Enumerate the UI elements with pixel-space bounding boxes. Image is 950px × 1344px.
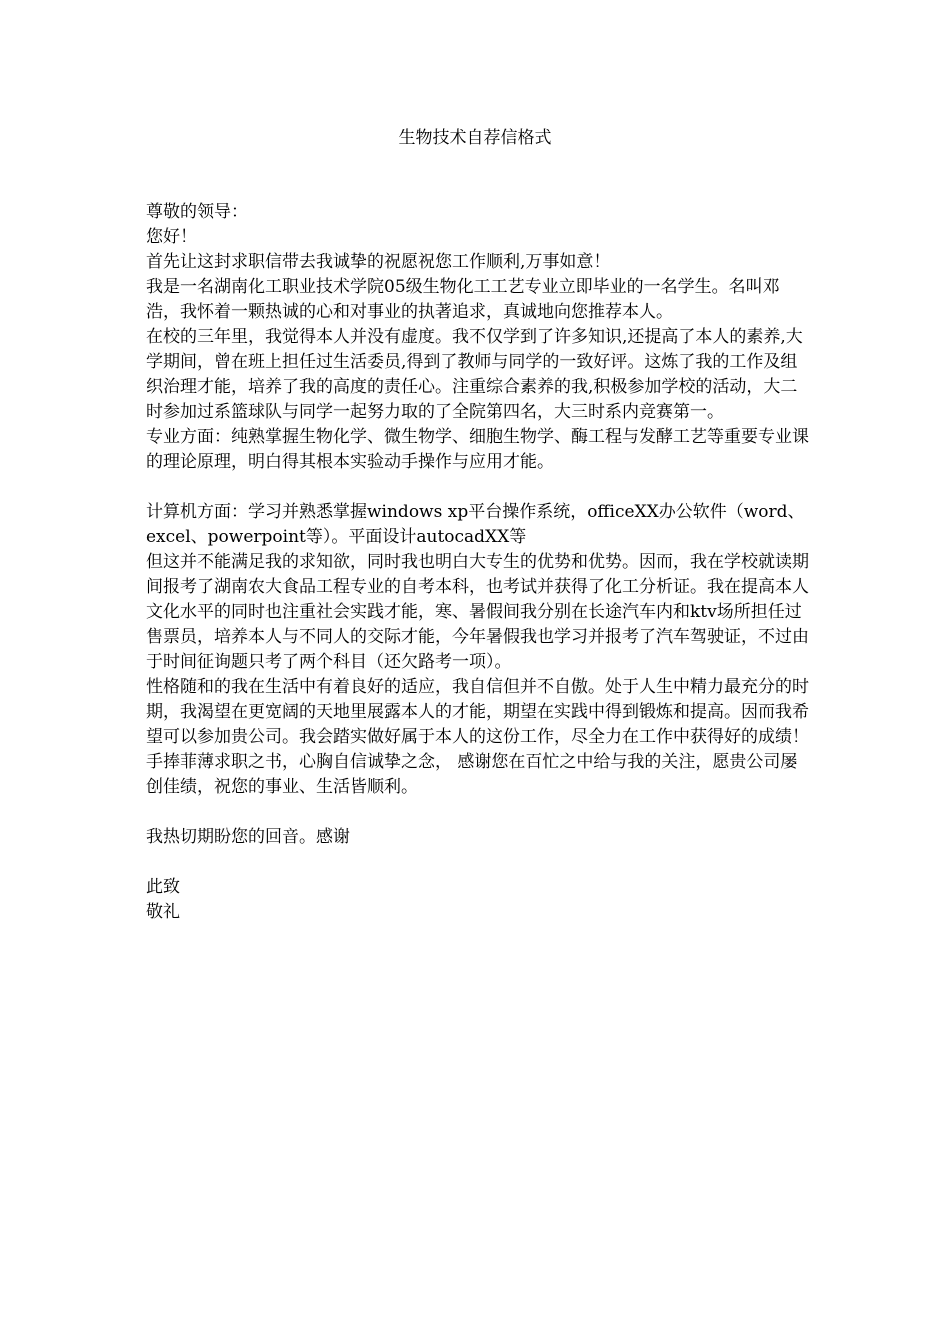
- closing-line: 我热切期盼您的回音。感谢: [146, 827, 350, 847]
- paragraph-spacer: [146, 850, 811, 875]
- greeting: 您好！: [146, 227, 197, 247]
- campus-life-paragraph: 在校的三年里，我觉得本人并没有虚度。我不仅学到了许多知识,还提高了本人的素养,大学期间，曾在班上担任过生活委员,得到了教师与同学的一致好评。这炼了我的工作及组织治理才能，培养了我的高度的责任心。注重综合素养的我,积极参加学校的活动，大二时参加过系篮球队与同学一起努力取的了全院第四名，大三时系内竞赛第一。: [146, 327, 803, 422]
- document-title: 生物技术自荐信格式: [398, 128, 552, 148]
- closing-zhizhi: 此致: [146, 877, 180, 897]
- further-study-paragraph: 但这并不能满足我的求知欲，同时我也明白大专生的优势和优势。因而，我在学校就读期间报考了湖南农大食品工程专业的自考本科，也考试并获得了化工分析证。我在提高本人文化水平的同时也注重社会实践才能，寒、暑假间我分别在长途汽车内和ktv场所担任过售票员，培养本人与不同人的交际才能，今年暑假我也学习并报考了汽车驾驶证，不过由于时间征询题只考了两个科目（还欠路考一项）。: [146, 552, 809, 672]
- letter-body: [146, 200, 811, 925]
- intro-paragraph: 首先让这封求职信带去我诚挚的祝愿祝您工作顺利,万事如意！: [146, 252, 611, 272]
- paragraph-spacer: [146, 475, 811, 500]
- thanks-paragraph: 手捧菲薄求职之书，心胸自信诚挚之念， 感谢您在百忙之中给与我的关注，愿贵公司屡创佳绩，祝您的事业、生活皆顺利。: [146, 752, 798, 797]
- closing-jingli: 敬礼: [146, 902, 180, 922]
- personality-paragraph: 性格随和的我在生活中有着良好的适应，我自信但并不自傲。处于人生中精力最充分的时期，我渴望在更宽阔的天地里展露本人的才能，期望在实践中得到锻炼和提高。因而我希望可以参加贵公司。我会踏实做好属于本人的这份工作，尽全力在工作中获得好的成绩！: [146, 677, 809, 747]
- self-introduction-paragraph: 我是一名湖南化工职业技术学院05级生物化工工艺专业立即毕业的一名学生。名叫邓浩，我怀着一颗热诚的心和对事业的执著追求，真诚地向您推荐本人。: [146, 277, 780, 322]
- salutation: 尊敬的领导：: [146, 202, 248, 222]
- professional-skills-paragraph: 专业方面：纯熟掌握生物化学、微生物学、细胞生物学、酶工程与发酵工艺等重要专业课的理论原理，明白得其根本实验动手操作与应用才能。: [146, 427, 809, 472]
- paragraph-spacer: [146, 800, 811, 825]
- computer-skills-paragraph: 计算机方面：学习并熟悉掌握windows xp平台操作系统，officeXX办公软件（word、excel、powerpoint等）。平面设计autocadXX等: [146, 502, 805, 547]
